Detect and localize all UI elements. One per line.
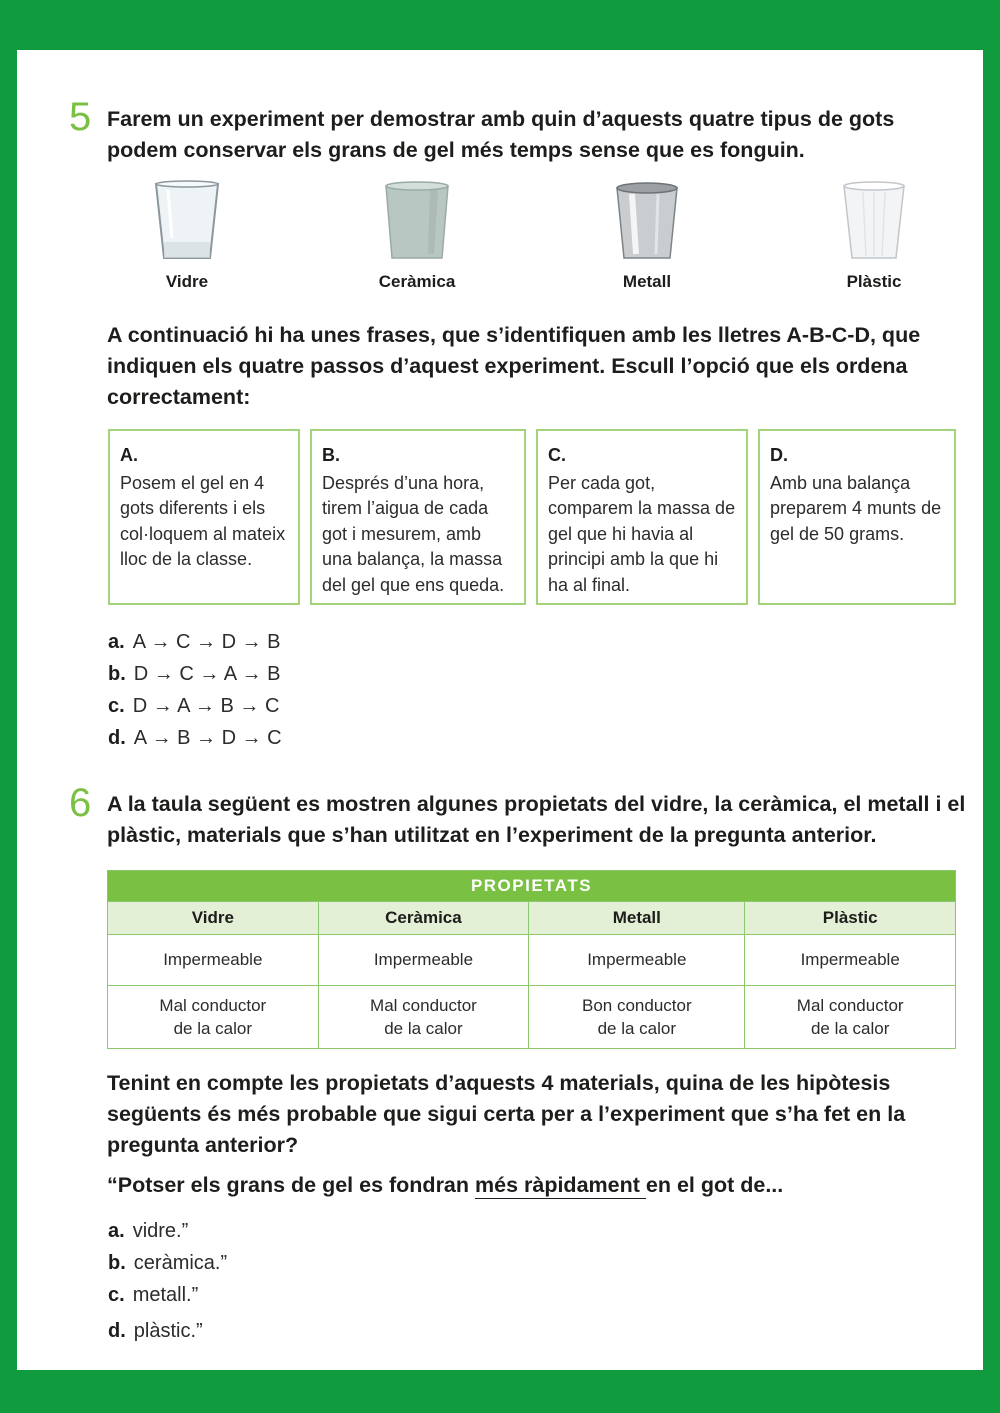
table-cell: Mal conductor de la calor <box>745 986 956 1049</box>
metal-cup-icon <box>612 180 682 262</box>
question-5-prompt: Farem un experiment per demostrar amb quin d’aquests quatre tipus de gots podem conservar els grans de gel més temps sense que es fonguin. <box>107 107 895 162</box>
table-cell: Mal conductor de la calor <box>318 986 529 1049</box>
cup-plastic <box>804 180 944 292</box>
step-box-b <box>310 429 526 605</box>
cup-label-metal: Metall <box>622 272 672 291</box>
step-letter: B. <box>322 445 340 465</box>
table-cell: Bon conductor de la calor <box>529 986 745 1049</box>
cup-label-ceramic: Ceràmica <box>378 272 456 291</box>
glass-cup-icon <box>152 180 222 262</box>
table-header: Ceràmica <box>318 902 529 935</box>
cup-metal <box>577 180 717 292</box>
step-letter: A. <box>120 445 138 465</box>
table-cell: Impermeable <box>529 935 745 986</box>
option-b[interactable]: b. ceràmica.” <box>108 1252 228 1274</box>
hypothesis-quote: “Potser els grans de gel es fondran més ràpidament en el got de... <box>107 1173 784 1197</box>
ceramic-cup-icon <box>382 180 452 262</box>
table-cell: Impermeable <box>745 935 956 986</box>
question-6-question: Tenint en compte les propietats d’aquests 4 materials, quina de les hipòtesis següents és més probable que sigui certa per a l’experiment que s’ha fet en la pregunta anterior? <box>107 1071 906 1157</box>
option-a[interactable]: a. vidre.” <box>108 1220 189 1242</box>
step-text: Després d’una hora, tirem l’aigua de cada got i mesurem, amb una balança, la massa del gel que ens queda. <box>322 472 505 595</box>
cup-glass <box>117 180 257 292</box>
question-5-number: 5 <box>69 95 92 139</box>
cup-label-plastic: Plàstic <box>846 272 902 291</box>
table-cell: Impermeable <box>318 935 529 986</box>
question-5-options <box>108 626 282 754</box>
option-c[interactable]: c. metall.” <box>108 1284 199 1306</box>
option-a[interactable]: a. A → C → D → B <box>108 631 281 653</box>
cup-label-glass: Vidre <box>165 272 209 291</box>
question-6-number: 6 <box>69 781 92 825</box>
underlined-phrase: més ràpidament <box>475 1173 646 1197</box>
worksheet-page <box>17 50 983 1370</box>
properties-table <box>107 870 956 1049</box>
table-row <box>108 986 956 1049</box>
step-box-a <box>108 429 300 605</box>
cups-row <box>107 180 967 310</box>
option-b[interactable]: b. D → C → A → B <box>108 663 281 685</box>
step-letter: C. <box>548 445 566 465</box>
table-header: Plàstic <box>745 902 956 935</box>
step-text: Posem el gel en 4 gots diferents i els col·loquem al mateix lloc de la classe. <box>120 472 286 569</box>
step-text: Per cada got, comparem la massa de gel que hi havia al principi amb la que hi ha al final. <box>548 472 736 595</box>
question-6-prompt: A la taula següent es mostren algunes propietats del vidre, la ceràmica, el metall i el plàstic, materials que s’han utilitzat en l’experiment de la pregunta anterior. <box>107 792 966 847</box>
plastic-cup-icon <box>839 180 909 262</box>
question-6-options <box>108 1215 227 1347</box>
table-header: Metall <box>529 902 745 935</box>
question-5-instruction: A continuació hi ha unes frases, que s’identifiquen amb les lletres A-B-C-D, que indiquen els quatre passos d’aquest experiment. Escull l’opció que els ordena correctament: <box>107 323 921 409</box>
table-cell: Mal conductor de la calor <box>108 986 319 1049</box>
option-d[interactable]: d. plàstic.” <box>108 1320 203 1342</box>
step-letter: D. <box>770 445 788 465</box>
option-d[interactable]: d. A → B → D → C <box>108 727 282 749</box>
step-box-d <box>758 429 956 605</box>
table-row <box>108 935 956 986</box>
option-c[interactable]: c. D → A → B → C <box>108 695 280 717</box>
cup-ceramic <box>347 180 487 292</box>
table-header: Vidre <box>108 902 319 935</box>
table-title: PROPIETATS <box>108 871 956 902</box>
table-cell: Impermeable <box>108 935 319 986</box>
step-box-c <box>536 429 748 605</box>
step-text: Amb una balança preparem 4 munts de gel de 50 grams. <box>770 472 942 544</box>
